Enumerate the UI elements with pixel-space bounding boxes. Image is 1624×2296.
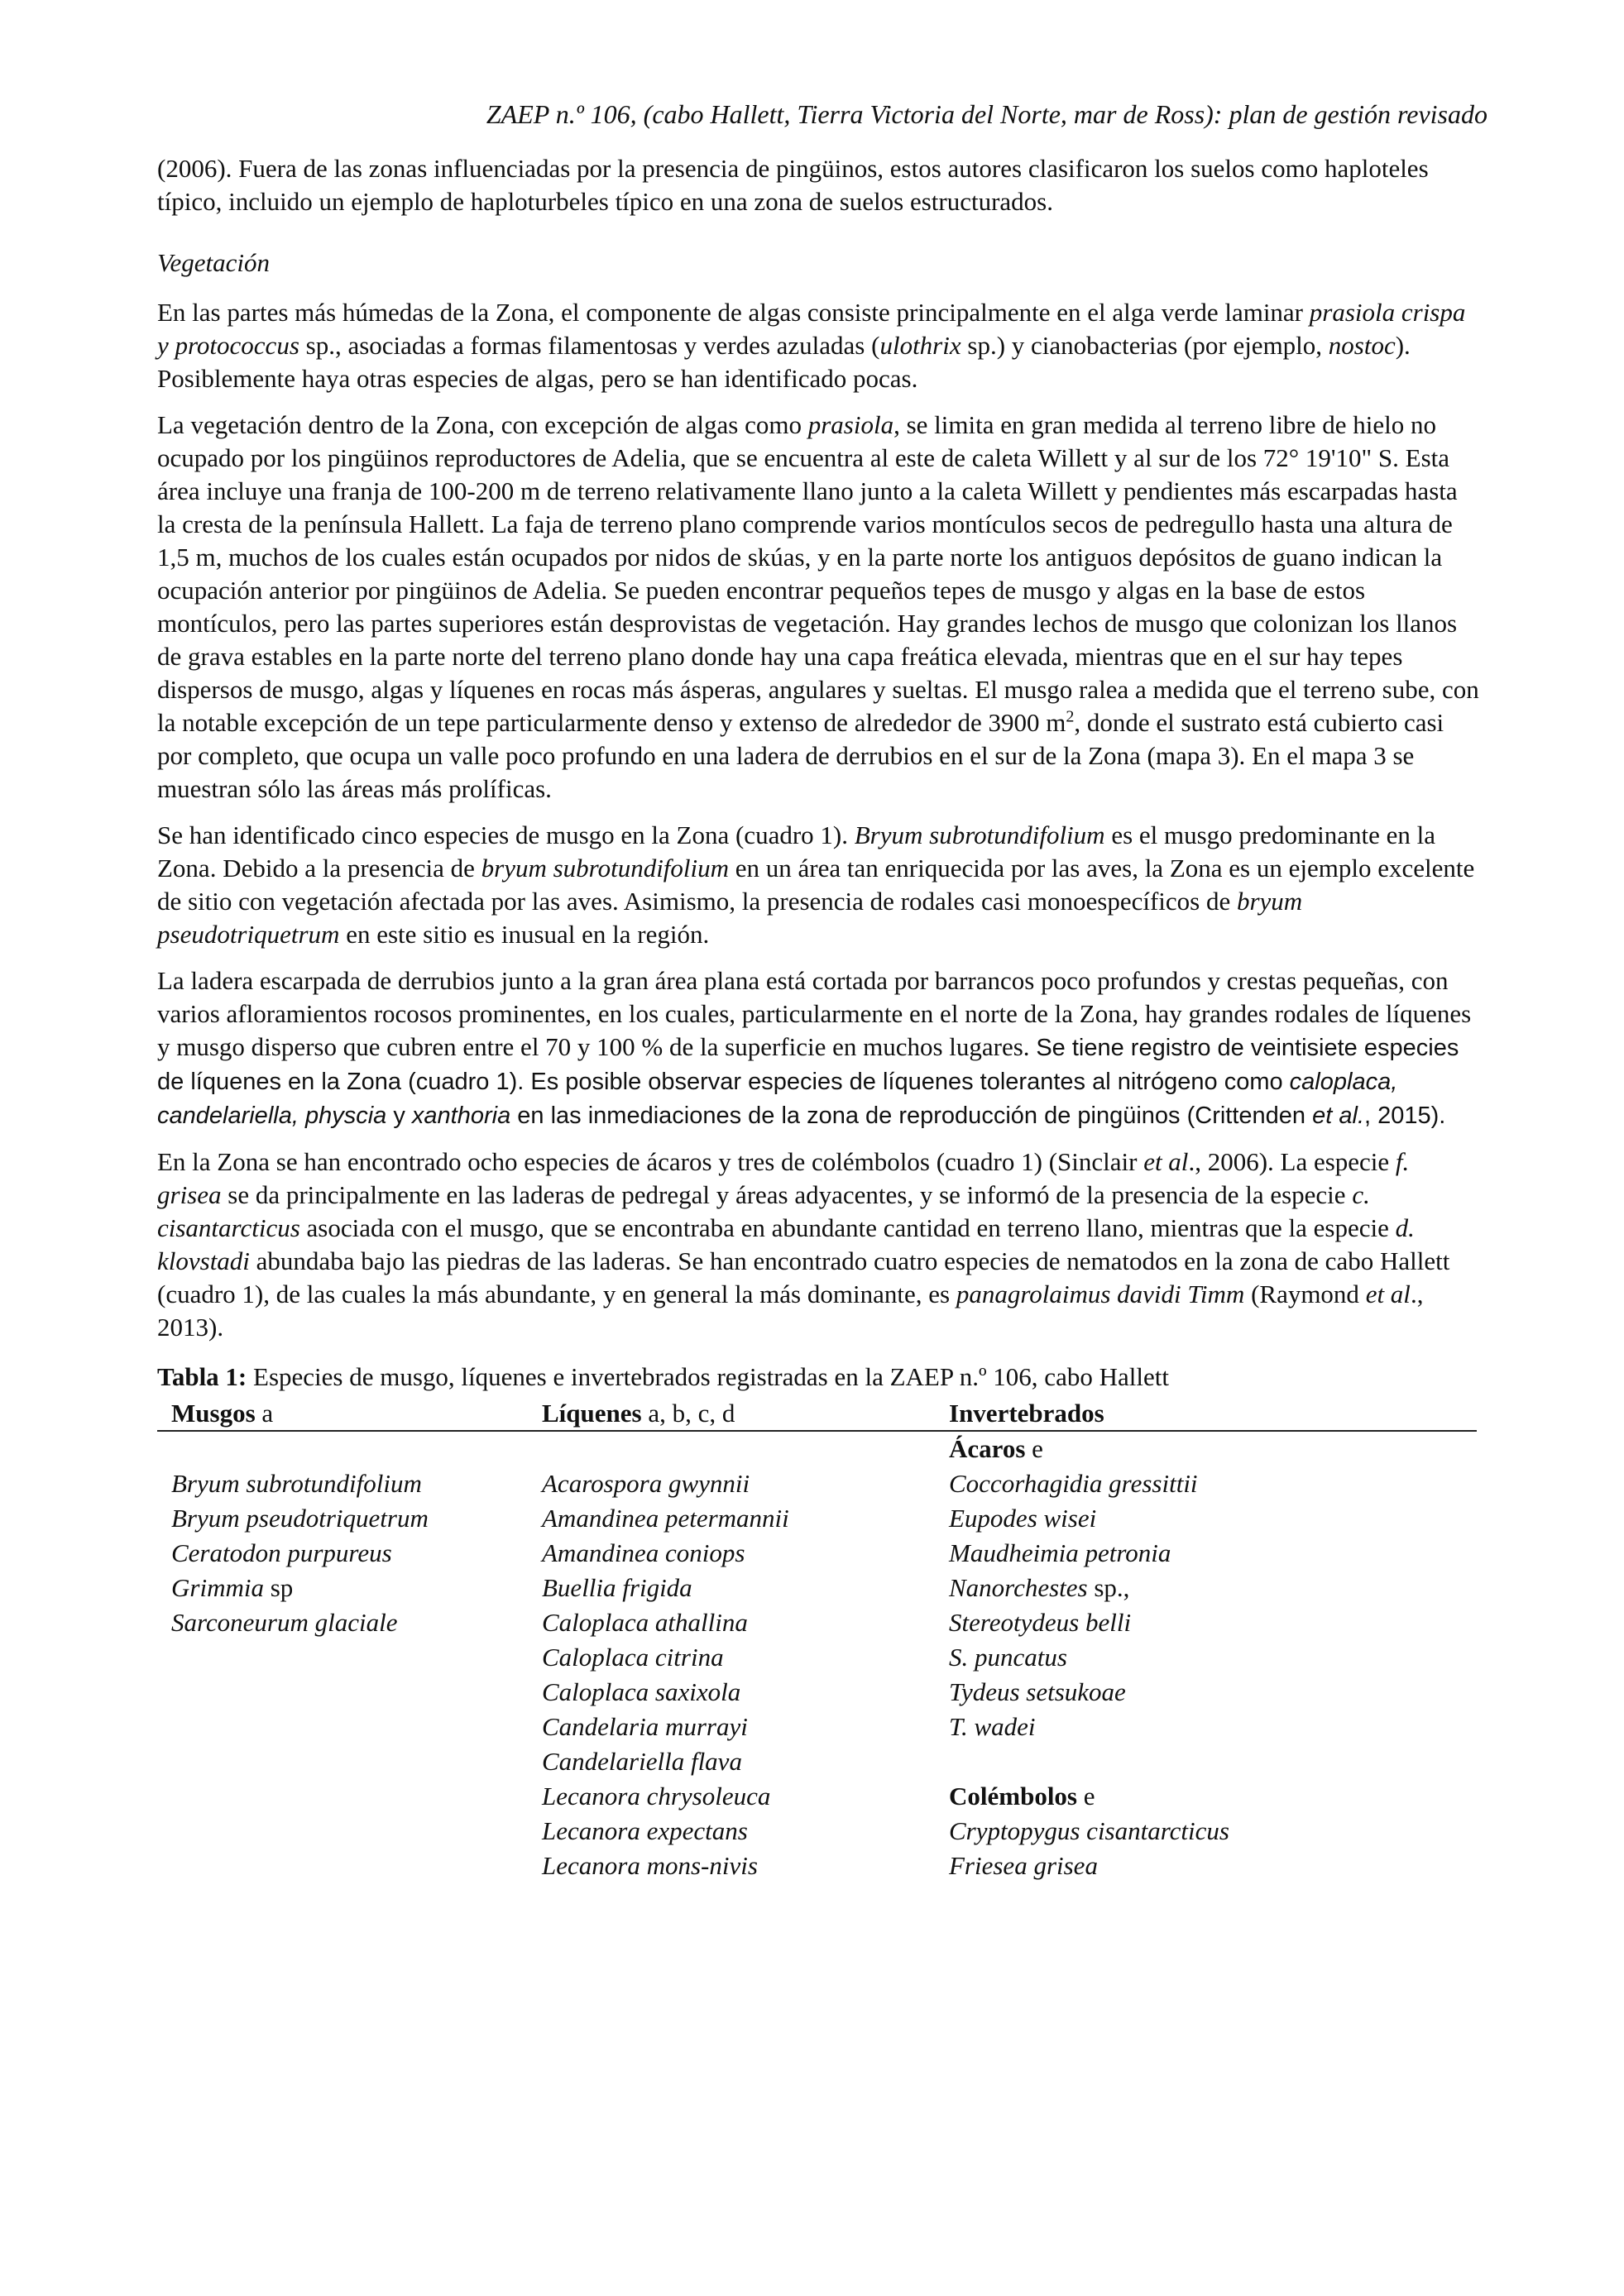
list-item: Caloplaca saxixola xyxy=(542,1677,741,1706)
list-item: Nanorchestes sp., xyxy=(949,1573,1130,1602)
list-item: Acarospora gwynnii xyxy=(542,1469,750,1498)
list-item: Eupodes wisei xyxy=(949,1504,1097,1533)
vegetation-paragraph-1: En las partes más húmedas de la Zona, el componente de algas consiste principalmente en el alga verde laminar prasiola crispa y protococcus sp., asociadas a formas filamentosas y verdes azuladas (ulothrix sp.) y cianobacterias (por ejemplo, nostoc). Posiblemente haya otras especies de algas, pero se han identificado pocas. xyxy=(157,298,1466,393)
column-header-invertebrados: Invertebrados xyxy=(935,1397,1477,1431)
list-item: Sarconeurum glaciale xyxy=(171,1608,398,1637)
vegetation-paragraph-3: Se han identificado cinco especies de musgo en la Zona (cuadro 1). Bryum subrotundifolium es el musgo predominante en la Zona. Debido a la presencia de bryum subrotundifolium en un área tan enriquecida por las aves, la Zona es un ejemplo excelente de sitio con vegetación afectada por las aves. Asimismo, la presencia de rodales casi monoespecíficos de bryum pseudotriquetrum en este sitio es inusual en la región. xyxy=(157,820,1475,949)
vegetation-paragraph-5: En la Zona se han encontrado ocho especies de ácaros y tres de colémbolos (cuadro 1) (Sinclair et al., 2006). La especie f. grisea se da principalmente en las laderas de pedregal y áreas adyacentes, y se informó de la presencia de la especie c. cisantarcticus asociada con el musgo, que se encontraba en abundante cantidad en terreno llano, mientras que la especie d. klovstadi abundaba bajo las piedras de las laderas. Se han encontrado cuatro especies de nematodos en la zona de cabo Hallett (cuadro 1), de las cuales la más abundante, y en general la más dominante, es panagrolaimus davidi Timm (Raymond et al., 2013). xyxy=(157,1147,1450,1342)
list-item: Bryum pseudotriquetrum xyxy=(171,1504,429,1533)
section-title-vegetation: Vegetación xyxy=(157,248,271,277)
list-item: Buellia frigida xyxy=(542,1573,692,1602)
list-item: Tydeus setsukoae xyxy=(949,1677,1126,1706)
subheader-colembolos: Colémbolos e xyxy=(949,1782,1095,1810)
species-table xyxy=(157,1397,1477,1883)
list-item: T. wadei xyxy=(949,1712,1036,1741)
column-header-liquenes: Líquenes a, b, c, d xyxy=(528,1397,935,1431)
list-item: Bryum subrotundifolium xyxy=(171,1469,422,1498)
list-item: Caloplaca athallina xyxy=(542,1608,748,1637)
list-item: Lecanora chrysoleuca xyxy=(542,1782,771,1810)
list-item: Lecanora mons-nivis xyxy=(542,1851,758,1880)
vegetation-paragraph-2: La vegetación dentro de la Zona, con excepción de algas como prasiola, se limita en gran medida al terreno libre de hielo no ocupado por los pingüinos reproductores de Adelia, que se encuentra al este de caleta Willett y al sur de los 72° 19'10" S. Esta área incluye una franja de 100-200 m de terreno relativamente llano junto a la caleta Willett y pendientes más escarpadas hasta la cresta de la península Hallett. La faja de terreno plano comprende varios montículos secos de pedregullo hasta una altura de 1,5 m, muchos de los cuales están ocupados por nidos de skúas, y en la parte norte los antiguos depósitos de guano indican la ocupación anterior por pingüinos de Adelia. Se pueden encontrar pequeños tepes de musgo y algas en la base de estos montículos, pero las partes superiores están desprovistas de vegetación. Hay grandes lechos de musgo que colonizan los llanos de grava estables en la parte norte del terreno plano donde hay una capa freática elevada, mientras que en el sur hay tepes dispersos de musgo, algas y líquenes en rocas más ásperas, angulares y sueltas. El musgo ralea a medida que el terreno sube, con la notable excepción de un tepe particularmente denso y extenso de alrededor de 3900 $m^2$, donde el sustrato está cubierto casi por completo, que ocupa un valle poco profundo en una ladera de derrubios en el sur de la Zona (mapa 3). En el mapa 3 se muestran sólo las áreas más prolíficas. xyxy=(157,410,1479,803)
table-caption: Tabla 1: Especies de musgo, líquenes e invertebrados registradas en la ZAEP n.º 106, cabo Hallett xyxy=(157,1362,1169,1391)
list-item: Ceratodon purpureus xyxy=(171,1538,392,1567)
table-header-row xyxy=(157,1397,1477,1431)
musgos-cell xyxy=(157,1431,528,1883)
list-item: Maudheimia petronia xyxy=(949,1538,1171,1567)
list-item: Grimmia sp xyxy=(171,1573,294,1602)
running-header: ZAEP n.º 106, (cabo Hallett, Tierra Victoria del Norte, mar de Ross): plan de gestión revisado xyxy=(486,99,1487,129)
list-item: Candelaria murrayi xyxy=(542,1712,748,1741)
list-item: Friesea grisea xyxy=(949,1851,1098,1880)
list-item: Caloplaca citrina xyxy=(542,1643,724,1672)
list-item: Lecanora expectans xyxy=(542,1816,748,1845)
document-page xyxy=(157,98,1487,1883)
list-item: Amandinea petermannii xyxy=(542,1504,789,1533)
liquenes-cell xyxy=(528,1431,935,1883)
list-item: Candelariella flava xyxy=(542,1747,742,1776)
list-item: S. puncatus xyxy=(949,1643,1067,1672)
subheader-acaros: Ácaros e xyxy=(949,1434,1043,1463)
table-row xyxy=(157,1431,1477,1883)
intro-paragraph: (2006). Fuera de las zonas influenciadas por la presencia de pingüinos, estos autores clasificaron los suelos como haploteles típico, incluido un ejemplo de haploturbeles típico en una zona de suelos estructurados. xyxy=(157,154,1429,216)
list-item: Stereotydeus belli xyxy=(949,1608,1132,1637)
vegetation-paragraph-4: La ladera escarpada de derrubios junto a la gran área plana está cortada por barrancos poco profundos y crestas pequeñas, con varios afloramientos rocosos prominentes, en los cuales, particularmente en el norte de la Zona, hay grandes rodales de líquenes y musgo disperso que cubren entre el 70 y 100 % de la superficie en muchos lugares. Se tiene registro de veintisiete especies de líquenes en la Zona (cuadro 1). Es posible observar especies de líquenes tolerantes al nitrógeno como caloplaca, candelariella, physcia y xanthoria en las inmediaciones de la zona de reproducción de pingüinos (Crittenden et al., 2015). xyxy=(157,966,1472,1129)
list-item: Coccorhagidia gressittii xyxy=(949,1469,1198,1498)
column-header-musgos: Musgos a xyxy=(157,1397,528,1431)
invertebrados-cell xyxy=(935,1431,1477,1883)
list-item: Cryptopygus cisantarcticus xyxy=(949,1816,1229,1845)
list-item: Amandinea coniops xyxy=(542,1538,745,1567)
